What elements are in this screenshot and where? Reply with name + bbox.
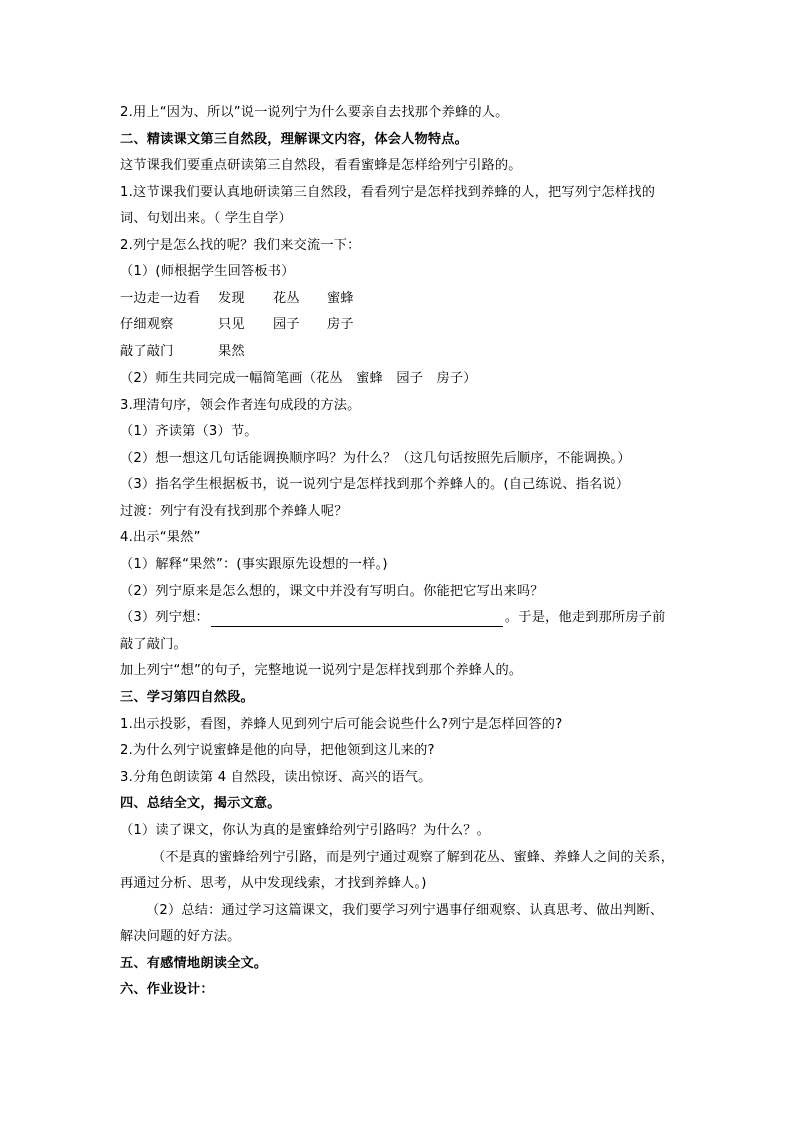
board-cell: 房子 bbox=[327, 317, 354, 332]
paragraph-line: 2.用上“因为、所以”说一说列宁为什么要亲自去找那个养蜂的人。 bbox=[120, 105, 509, 120]
paragraph-line: 4.出示“果然” bbox=[120, 530, 201, 545]
board-cell: 蜜蜂 bbox=[327, 291, 354, 306]
paragraph-line: 解决问题的好方法。 bbox=[120, 929, 241, 944]
paragraph-line: 这节课我们要重点研读第三自然段，看看蜜蜂是怎样给列宁引路的。 bbox=[120, 158, 522, 173]
board-cell: 发现 bbox=[218, 291, 245, 306]
paragraph-line: （3）指名学生根据板书，说一说列宁是怎样找到那个养蜂人的。(自己练说、指名说） bbox=[120, 477, 630, 492]
paragraph-line: 2.列宁是怎么找的呢？我们来交流一下： bbox=[120, 238, 361, 253]
paragraph-line: （1）解释“果然”：(事实跟原先设想的一样。) bbox=[120, 557, 388, 572]
paragraph-line: 加上列宁“想”的句子，完整地说一说列宁是怎样找到那个养蜂人的。 bbox=[120, 663, 523, 678]
board-cell: 园子 bbox=[273, 317, 300, 332]
fill-in-prefix: （3）列宁想： bbox=[120, 610, 209, 625]
board-cell: 果然 bbox=[218, 344, 245, 359]
fill-in-suffix: 。于是，他走到那所房子前 bbox=[504, 610, 666, 625]
paragraph-line: （1）(师根据学生回答板书） bbox=[120, 264, 295, 279]
paragraph-line: 词、句划出来。（ 学生自学） bbox=[120, 211, 292, 226]
paragraph-line: （2）想一想这几句话能调换顺序吗？为什么？（这几句话按照先后顺序，不能调换。） bbox=[120, 451, 631, 466]
paragraph-line: 1.出示投影，看图，养蜂人见到列宁后可能会说些什么?列宁是怎样回答的? bbox=[120, 717, 563, 732]
paragraph-line: （2）总结：通过学习这篇课文，我们要学习列宁遇事仔细观察、认真思考、做出判断、 bbox=[146, 903, 664, 918]
fill-in-line bbox=[120, 609, 666, 627]
board-cell: 敲了敲门 bbox=[120, 344, 174, 359]
board-cell: 仔细观察 bbox=[120, 317, 174, 332]
paragraph-line: 1.这节课我们要认真地研读第三自然段，看看列宁是怎样找到养蜂的人，把写列宁怎样找的 bbox=[120, 185, 656, 200]
paragraph-line: 敲了敲门。 bbox=[120, 637, 187, 652]
paragraph-line: 2.为什么列宁说蜜蜂是他的向导，把他领到这儿来的? bbox=[120, 743, 435, 758]
paragraph-line: 再通过分析、思考，从中发现线索，才找到养蜂人。) bbox=[120, 876, 427, 891]
section-heading: 三、学习第四自然段。 bbox=[120, 690, 254, 705]
paragraph-line: （2）师生共同完成一幅简笔画（花丛 蜜蜂 园子 房子） bbox=[120, 371, 477, 386]
paragraph-line: 3.分角色朗读第 4 自然段，读出惊讶、高兴的语气。 bbox=[120, 770, 432, 785]
paragraph-line: （不是真的蜜蜂给列宁引路，而是列宁通过观察了解到花丛、蜜蜂、养蜂人之间的关系， bbox=[152, 850, 675, 865]
board-cell: 只见 bbox=[218, 317, 245, 332]
paragraph-line: （1）读了课文，你认为真的是蜜蜂给列宁引路吗？为什么？。 bbox=[120, 823, 491, 838]
section-heading: 四、总结全文，揭示文意。 bbox=[120, 796, 281, 811]
answer-blank[interactable] bbox=[211, 612, 503, 627]
section-heading: 五、有感情地朗读全文。 bbox=[120, 956, 268, 971]
section-heading: 六、作业设计： bbox=[120, 982, 214, 997]
board-cell: 花丛 bbox=[273, 291, 300, 306]
board-cell: 一边走一边看 bbox=[120, 291, 201, 306]
paragraph-line: 3.理清句序，领会作者连句成段的方法。 bbox=[120, 398, 361, 413]
section-heading: 二、精读课文第三自然段，理解课文内容，体会人物特点。 bbox=[120, 132, 469, 147]
paragraph-line: （2）列宁原来是怎么想的，课文中并没有写明白。你能把它写出来吗？ bbox=[120, 584, 544, 599]
paragraph-line: （1）齐读第（3）节。 bbox=[120, 424, 258, 439]
paragraph-line: 过渡：列宁有没有找到那个养蜂人呢？ bbox=[120, 504, 348, 519]
